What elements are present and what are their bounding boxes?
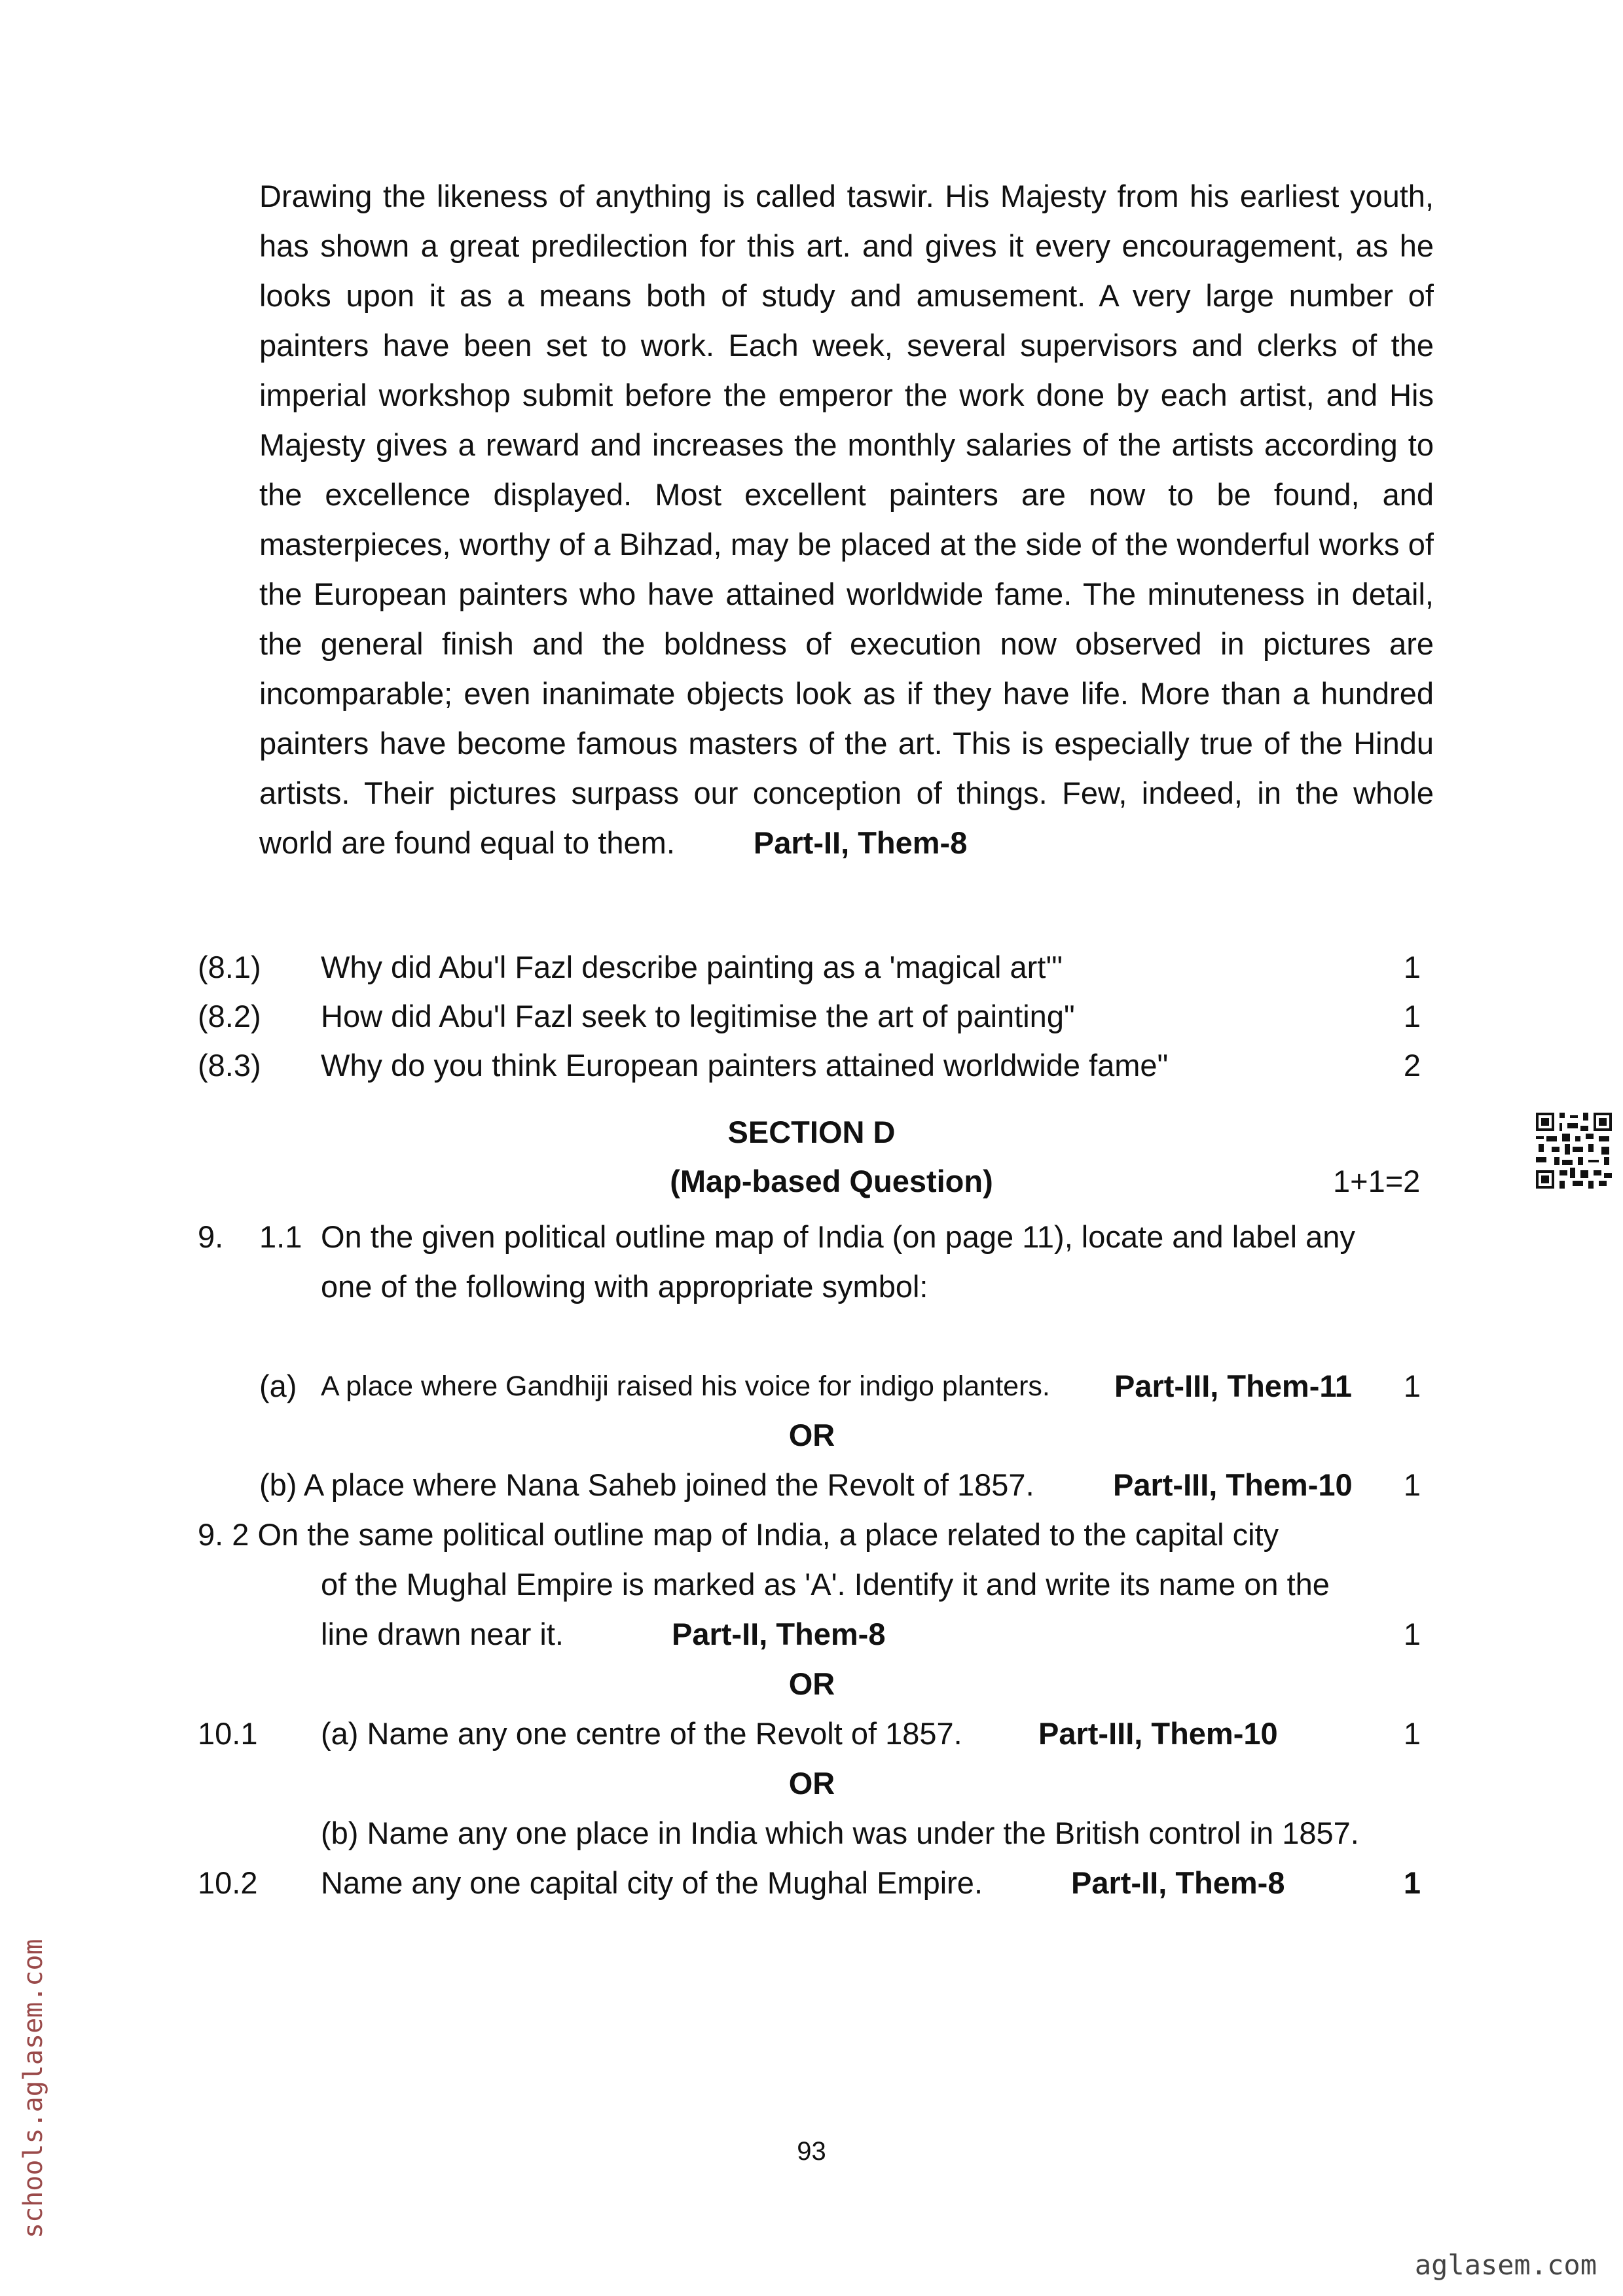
section-marks: 1+1=2: [1333, 1164, 1421, 1198]
q9-2-line2: of the Mughal Empire is marked as 'A'. Identify it and write its name on the: [321, 1567, 1330, 1602]
q10-1-option-a-ref: Part-III, Them-10: [1038, 1716, 1278, 1751]
passage-ref: Part-II, Them-8: [753, 825, 968, 860]
q9-2-line3: line drawn near it.: [321, 1617, 564, 1651]
q9-2-ref: Part-II, Them-8: [672, 1617, 886, 1651]
q9-2-marks: 1: [1403, 1617, 1421, 1651]
q10-1-number: 10.1: [198, 1716, 258, 1751]
q8-2-number: (8.2): [198, 999, 261, 1033]
q10-1-option-b: (b) Name any one place in India which was under the British control in 1857.: [321, 1816, 1359, 1850]
q9-option-b-marks: 1: [1403, 1467, 1421, 1502]
q8-1-marks: 1: [1403, 950, 1421, 984]
q9-1-line2: one of the following with appropriate symbol:: [321, 1269, 928, 1304]
q9-option-a-ref: Part-III, Them-11: [1114, 1369, 1353, 1403]
q9-number: 9.: [198, 1219, 224, 1254]
q9-1-number: 1.1: [259, 1219, 302, 1254]
section-subtitle: (Map-based Question): [670, 1164, 993, 1198]
q9-option-a-label: (a): [259, 1369, 297, 1403]
q10-2-number: 10.2: [198, 1865, 258, 1900]
q10-or: OR: [788, 1766, 835, 1801]
q10-2-marks: 1: [1403, 1865, 1421, 1900]
page-number: 93: [797, 2137, 826, 2166]
source-passage: [259, 171, 1434, 868]
q8-3-number: (8.3): [198, 1048, 261, 1083]
q9-option-b-ref: Part-III, Them-10: [1113, 1467, 1353, 1502]
q9-option-b-text: (b) A place where Nana Saheb joined the Revolt of 1857.: [259, 1467, 1034, 1502]
q8-1-number: (8.1): [198, 950, 261, 984]
q10-2-text: Name any one capital city of the Mughal Empire.: [321, 1865, 983, 1900]
bottom-watermark: aglasem.com: [1414, 2249, 1597, 2281]
q8-2-marks: 1: [1403, 999, 1421, 1033]
q8-1-text: Why did Abu'l Fazl describe painting as a 'magical art'": [321, 950, 1063, 984]
passage-text: Drawing the likeness of anything is called taswir. His Majesty from his earliest youth, has shown a great predilection for this art. and gives it every encouragement, as he looks upon it as a means both of study and amusement. A very large number of painters have been set to work. Each week, several supervisors and clerks of the imperial workshop submit before the emperor the work done by each artist, and His Majesty gives a reward and increases the monthly salaries of the artists according to the excellence displayed. Most excellent painters are now to be found, and masterpieces, worthy of a Bihzad, may be placed at the side of the wonderful works of the European painters who have attained worldwide fame. The minuteness in detail, the general finish and the boldness of execution now observed in pictures are incomparable; even inanimate objects look as if they have life. More than a hundred painters have become famous masters of the art. This is especially true of the Hindu artists. Their pictures surpass our conception of things. Few, indeed, in the whole world are found equal to them.: [259, 179, 1434, 860]
side-watermark: schools.aglasem.com: [18, 1939, 48, 2238]
q9-or-2: OR: [788, 1666, 835, 1701]
q8-3-marks: 2: [1403, 1048, 1421, 1083]
q10-2-ref: Part-II, Them-8: [1071, 1865, 1285, 1900]
q9-option-a-text: A place where Gandhiji raised his voice for indigo planters.: [321, 1371, 1050, 1402]
q8-2-text: How did Abu'l Fazl seek to legitimise the art of painting": [321, 999, 1075, 1033]
q10-1-option-a-marks: 1: [1403, 1716, 1421, 1751]
section-title: SECTION D: [727, 1115, 896, 1149]
q9-or-1: OR: [788, 1418, 835, 1452]
q9-option-a-marks: 1: [1403, 1369, 1421, 1403]
qr-code-icon: [1536, 1113, 1612, 1189]
q8-3-text: Why do you think European painters attained worldwide fame": [321, 1048, 1169, 1083]
q9-1-line1: On the given political outline map of India (on page 11), locate and label any: [321, 1219, 1355, 1254]
q9-2-line1: 9. 2 On the same political outline map of India, a place related to the capital city: [198, 1517, 1279, 1552]
q10-1-option-a: (a) Name any one centre of the Revolt of 1857.: [321, 1716, 962, 1751]
